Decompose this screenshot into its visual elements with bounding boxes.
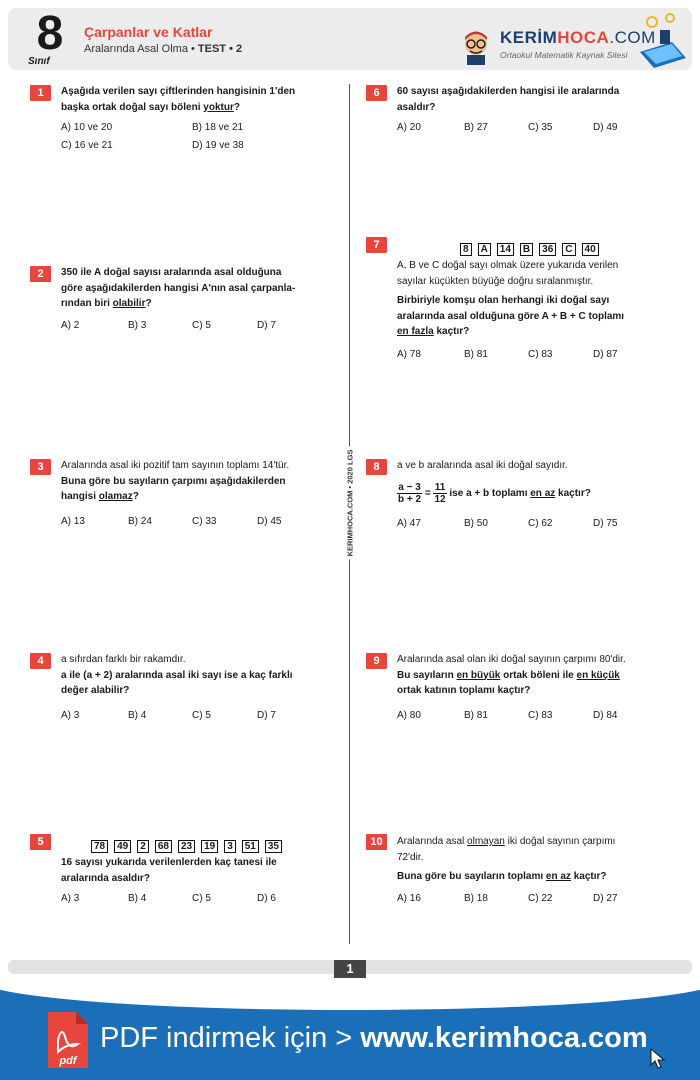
page-number: 1 xyxy=(334,960,366,978)
grade-badge xyxy=(26,7,74,67)
option-c[interactable]: C) 83 xyxy=(528,710,553,721)
number-box: C xyxy=(562,243,575,256)
question-text: Birbiriyle komşu olan herhangi iki doğal sayı aralarında asal olduğuna göre A + B + C toplamı en fazla kaçtır? xyxy=(397,295,625,337)
question-number: 7 xyxy=(366,237,387,253)
option-b[interactable]: B) 4 xyxy=(128,893,147,904)
number-box: 19 xyxy=(201,840,218,853)
number-box: 40 xyxy=(582,243,599,256)
number-box: 3 xyxy=(224,840,236,853)
question-text: Buna göre bu sayıların toplamı en az kaçtır? xyxy=(397,871,607,882)
option-c[interactable]: C) 35 xyxy=(528,122,553,133)
question-number: 8 xyxy=(366,459,387,475)
number-boxes xyxy=(460,239,605,257)
number-box: 35 xyxy=(265,840,282,853)
option-b[interactable]: B) 50 xyxy=(464,518,488,529)
option-d[interactable]: D) 49 xyxy=(593,122,618,133)
option-b[interactable]: B) 18 xyxy=(464,893,488,904)
vertical-watermark: KERIMHOCA.COM • 2020 LGS xyxy=(342,448,358,558)
question-text: a ve b aralarında asal iki doğal sayıdır. xyxy=(397,460,568,471)
banner-wave xyxy=(0,990,700,1010)
option-d[interactable]: D) 84 xyxy=(593,710,618,721)
number-box: A xyxy=(478,243,491,256)
question-text: 60 sayısı aşağıdakilerden hangisi ile aralarında asaldır? xyxy=(397,86,620,113)
grade-number: 8 xyxy=(36,7,64,60)
logo-wordmark: KERİMHOCA.COM xyxy=(500,28,656,47)
question-number: 10 xyxy=(366,834,387,850)
fraction-equation: $\frac{a - 3}{b + 2}$ = $\frac{11}{12}$ ise a + b toplamı en az kaçtır? xyxy=(398,482,591,505)
option-c[interactable]: C) 5 xyxy=(192,710,211,721)
option-c[interactable]: C) 5 xyxy=(192,893,211,904)
laptop-illustration-icon xyxy=(630,12,694,72)
option-a[interactable]: A) 3 xyxy=(61,710,80,721)
question-number: 4 xyxy=(30,653,51,669)
teacher-mascot-icon xyxy=(458,28,494,66)
option-d[interactable]: D) 45 xyxy=(257,516,282,527)
number-box: 49 xyxy=(114,840,131,853)
question-text: 16 sayısı yukarıda verilenlerden kaç tanesi ile aralarında asaldır? xyxy=(61,857,277,884)
number-boxes xyxy=(91,836,288,854)
number-box: B xyxy=(520,243,533,256)
option-d[interactable]: D) 75 xyxy=(593,518,618,529)
number-box: 23 xyxy=(178,840,195,853)
question-text: Aralarında asal olan iki doğal sayının çarpımı 80'dir. Bu sayıların en büyük ortak böleni ile en küçük ortak katının toplamı kaçtır? xyxy=(397,654,626,696)
question-number: 2 xyxy=(30,266,51,282)
banner-link-text[interactable]: PDF indirmek için > www.kerimhoca.com xyxy=(100,1022,648,1054)
option-a[interactable]: A) 16 xyxy=(397,893,421,904)
question-text: A, B ve C doğal sayı olmak üzere yukarıda verilen sayılar küçükten büyüğe doğru sıralanmıştır. xyxy=(397,260,619,287)
option-a[interactable]: A) 80 xyxy=(397,710,421,721)
question-number: 5 xyxy=(30,834,51,850)
number-box: 51 xyxy=(242,840,259,853)
pdf-label: pdf xyxy=(59,1055,77,1067)
number-box: 2 xyxy=(137,840,149,853)
question-number: 1 xyxy=(30,85,51,101)
option-a[interactable]: A) 13 xyxy=(61,516,85,527)
question-text: Aralarında asal olmayan iki doğal sayının çarpımı 72'dir. xyxy=(397,836,616,863)
question-number: 3 xyxy=(30,459,51,475)
page-subtitle: Aralarında Asal Olma • TEST • 2 xyxy=(84,43,243,55)
option-b[interactable]: B) 24 xyxy=(128,516,152,527)
page-title: Çarpanlar ve Katlar xyxy=(84,24,213,40)
pdf-file-icon xyxy=(44,1010,92,1070)
question-number: 9 xyxy=(366,653,387,669)
cursor-icon xyxy=(650,1048,666,1070)
option-b[interactable]: B) 4 xyxy=(128,710,147,721)
option-b[interactable]: B) 27 xyxy=(464,122,488,133)
option-a[interactable]: A) 10 ve 20 xyxy=(61,122,113,133)
option-b[interactable]: B) 81 xyxy=(464,349,488,360)
option-a[interactable]: A) 3 xyxy=(61,893,80,904)
logo-tagline: Ortaokul Matematik Kaynak Sitesi xyxy=(500,50,628,60)
option-d[interactable]: D) 7 xyxy=(257,710,276,721)
question-text: Aralarında asal iki pozitif tam sayının toplamı 14'tür. Buna göre bu sayıların çarpımı aşağıdakilerden hangisi olamaz? xyxy=(61,460,290,502)
option-c[interactable]: C) 22 xyxy=(528,893,553,904)
option-c[interactable]: C) 83 xyxy=(528,349,553,360)
option-c[interactable]: C) 33 xyxy=(192,516,217,527)
question-text: a sıfırdan farklı bir rakamdır. a ile (a + 2) aralarında asal iki sayı ise a kaç farklı değer alabilir? xyxy=(61,654,293,696)
option-d[interactable]: D) 7 xyxy=(257,320,276,331)
option-a[interactable]: A) 2 xyxy=(61,320,80,331)
option-b[interactable]: B) 81 xyxy=(464,710,488,721)
option-d[interactable]: D) 6 xyxy=(257,893,276,904)
option-b[interactable]: B) 3 xyxy=(128,320,147,331)
option-a[interactable]: A) 47 xyxy=(397,518,421,529)
option-d[interactable]: D) 19 ve 38 xyxy=(192,140,244,151)
number-box: 36 xyxy=(539,243,556,256)
number-box: 78 xyxy=(91,840,108,853)
grade-label: Sınıf xyxy=(28,56,50,67)
option-a[interactable]: A) 78 xyxy=(397,349,421,360)
option-d[interactable]: D) 27 xyxy=(593,893,618,904)
question-text: 350 ile A doğal sayısı aralarında asal olduğuna göre aşağıdakilerden hangisi A'nın asal çarpanla- rından biri olabilir? xyxy=(61,267,296,309)
question-number: 6 xyxy=(366,85,387,101)
option-c[interactable]: C) 16 ve 21 xyxy=(61,140,113,151)
number-box: 14 xyxy=(497,243,514,256)
option-c[interactable]: C) 5 xyxy=(192,320,211,331)
number-box: 8 xyxy=(460,243,472,256)
option-b[interactable]: B) 18 ve 21 xyxy=(192,122,244,133)
option-d[interactable]: D) 87 xyxy=(593,349,618,360)
option-a[interactable]: A) 20 xyxy=(397,122,421,133)
number-box: 68 xyxy=(155,840,172,853)
option-c[interactable]: C) 62 xyxy=(528,518,553,529)
question-text: Aşağıda verilen sayı çiftlerinden hangisinin 1'den başka ortak doğal sayı böleni yoktur? xyxy=(61,86,296,113)
